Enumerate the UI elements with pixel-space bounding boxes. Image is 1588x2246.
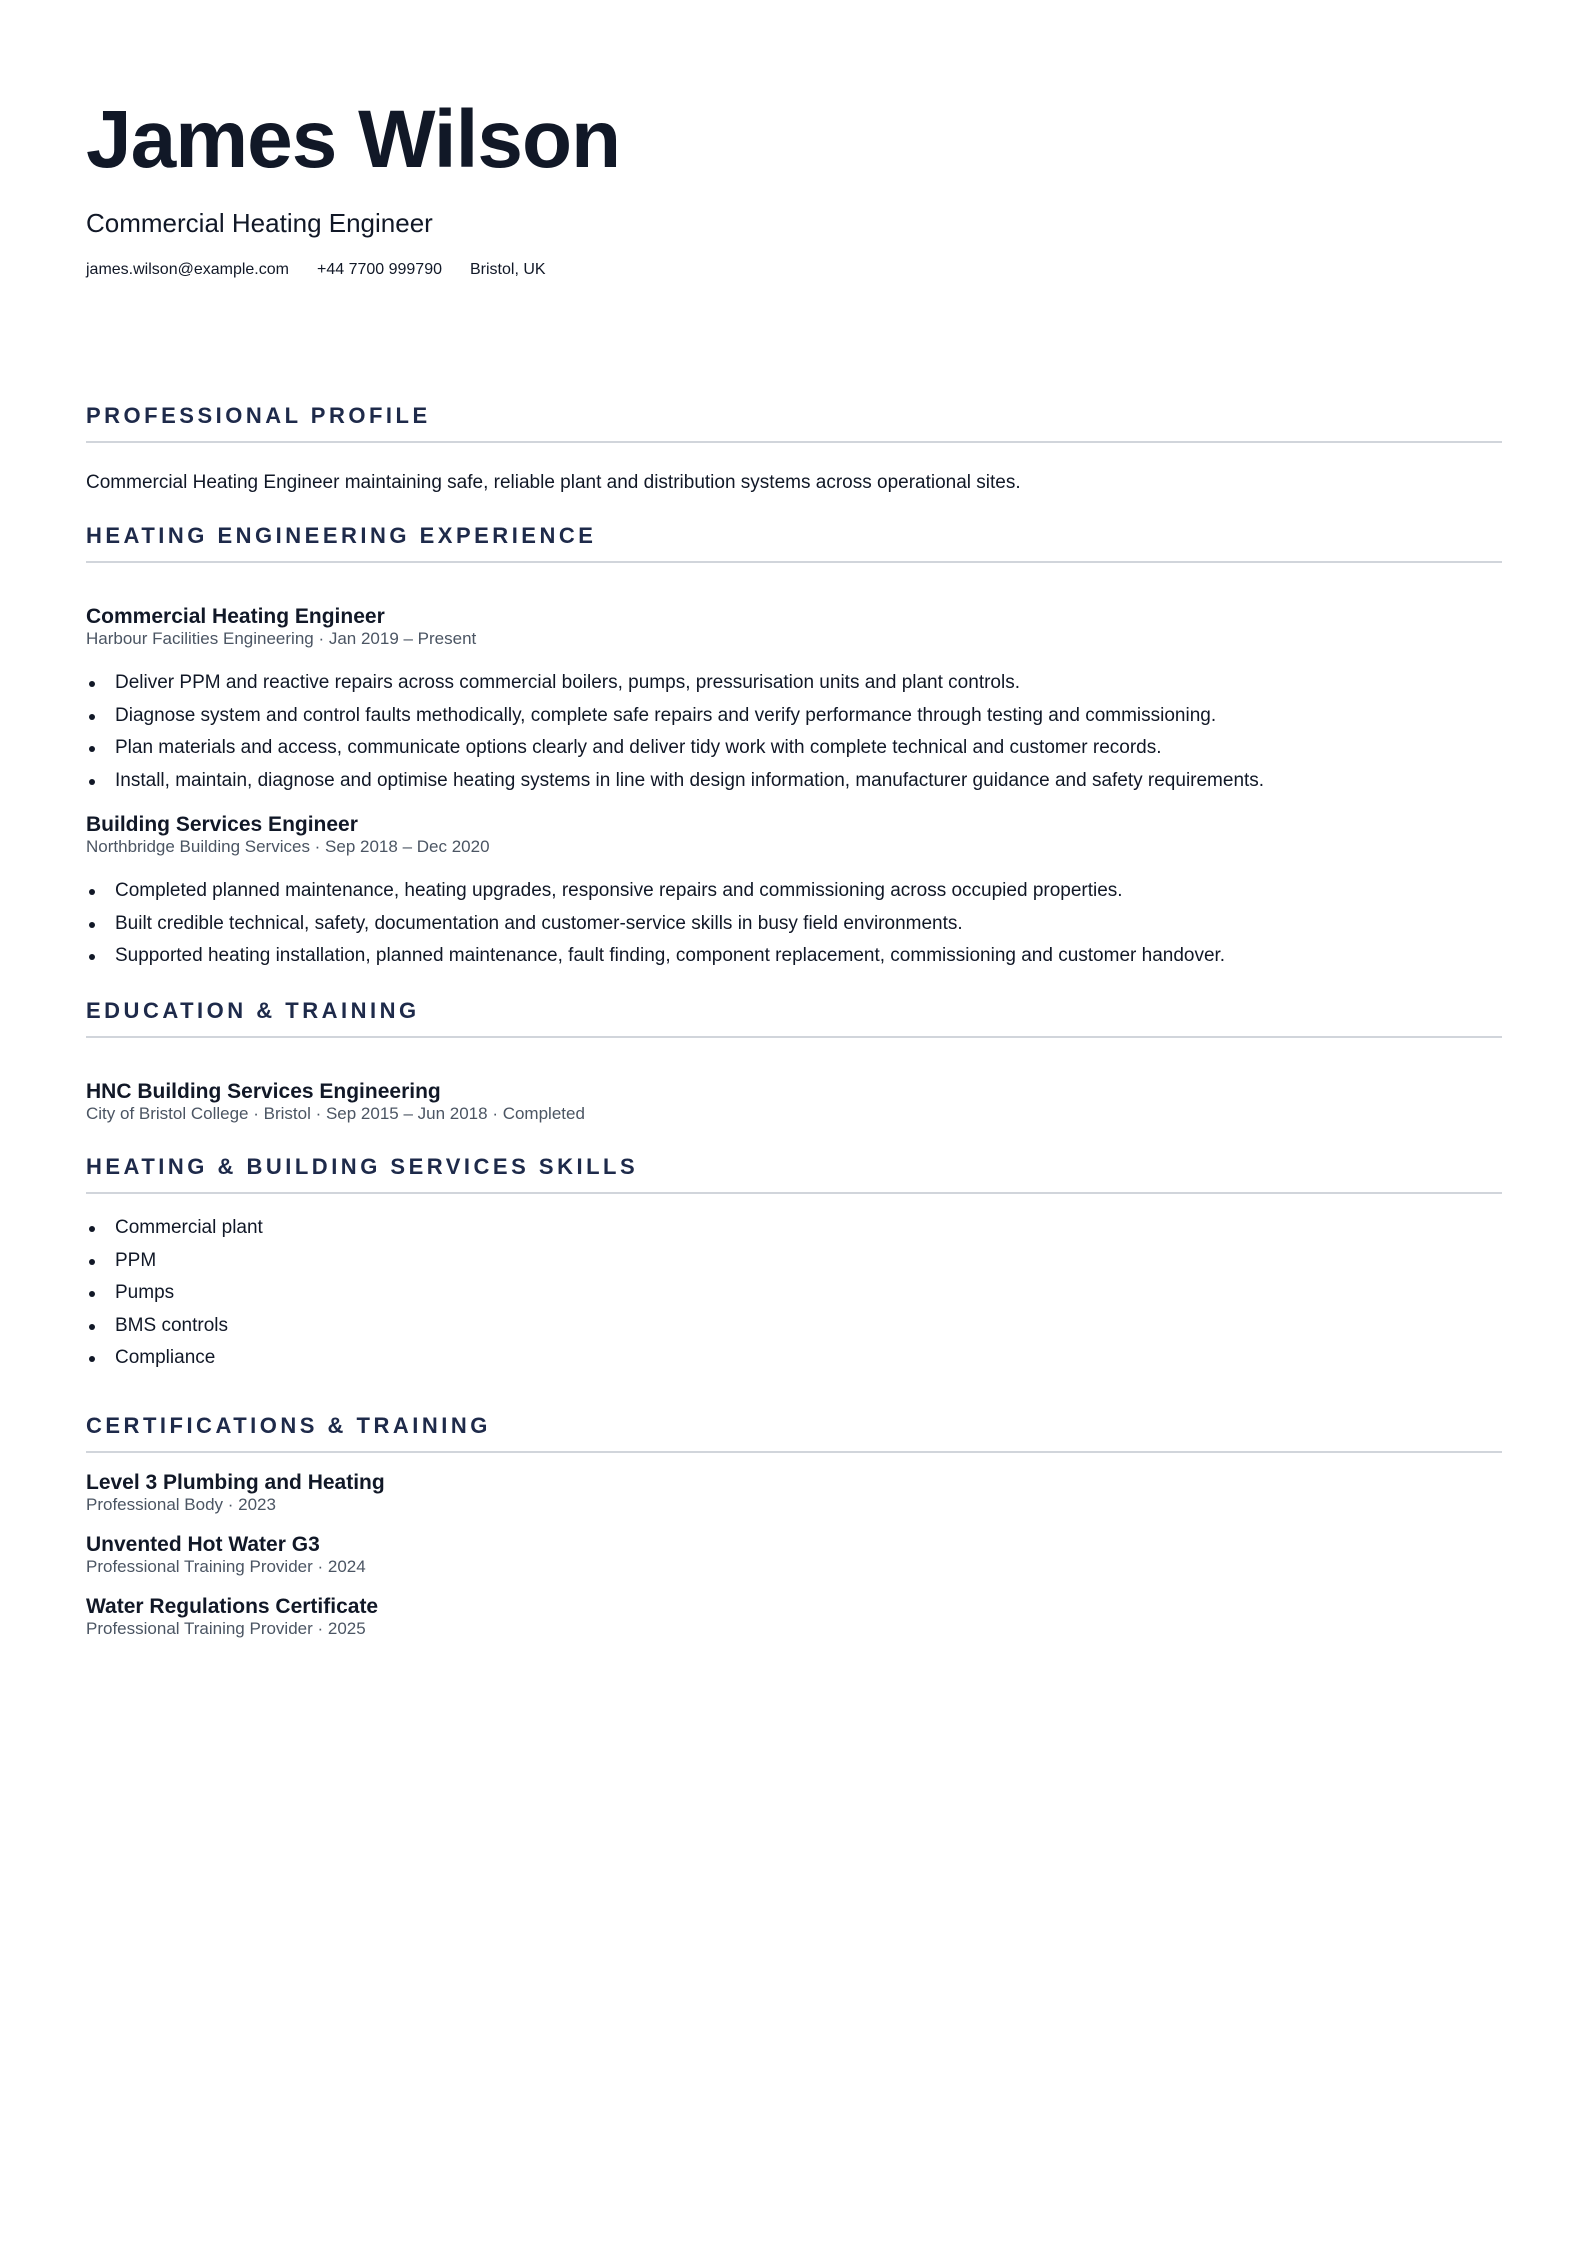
job-bullet: Diagnose system and control faults methodically, complete safe repairs and verify performance through testing and commissioning. bbox=[86, 700, 1502, 733]
job-bullet: Plan materials and access, communicate options clearly and deliver tidy work with complete technical and customer records. bbox=[86, 732, 1502, 765]
job-bullets bbox=[86, 667, 1502, 797]
skill-item: Compliance bbox=[86, 1342, 1502, 1375]
section-education bbox=[86, 998, 1502, 1124]
section-experience bbox=[86, 523, 1502, 973]
job-bullet: Completed planned maintenance, heating upgrades, responsive repairs and commissioning across occupied properties. bbox=[86, 875, 1502, 908]
section-title-education: EDUCATION & TRAINING bbox=[86, 998, 1502, 1038]
education-entry bbox=[86, 1080, 1502, 1124]
job-entry bbox=[86, 813, 1502, 973]
job-entry bbox=[86, 605, 1502, 797]
candidate-name: James Wilson bbox=[86, 94, 621, 185]
certification-title: Water Regulations Certificate bbox=[86, 1595, 379, 1618]
section-title-certifications: CERTIFICATIONS & TRAINING bbox=[86, 1413, 1502, 1453]
education-title: HNC Building Services Engineering bbox=[86, 1080, 441, 1103]
contact-line bbox=[86, 260, 1502, 280]
section-title-profile: PROFESSIONAL PROFILE bbox=[86, 403, 1502, 443]
job-bullets bbox=[86, 875, 1502, 973]
section-profile bbox=[86, 403, 1502, 495]
section-certifications bbox=[86, 1413, 1502, 1639]
section-title-experience: HEATING ENGINEERING EXPERIENCE bbox=[86, 523, 1502, 563]
section-skills bbox=[86, 1154, 1502, 1375]
job-meta: Harbour Facilities Engineering · Jan 2019 – Present bbox=[86, 629, 477, 648]
resume-header bbox=[86, 0, 1502, 280]
skill-item: Pumps bbox=[86, 1277, 1502, 1310]
job-bullet: Supported heating installation, planned maintenance, fault finding, component replacement, commissioning and customer handover. bbox=[86, 940, 1502, 973]
job-bullet: Deliver PPM and reactive repairs across commercial boilers, pumps, pressurisation units and plant controls. bbox=[86, 667, 1502, 700]
certification-entry bbox=[86, 1471, 1502, 1515]
certification-entry bbox=[86, 1533, 1502, 1577]
education-meta: City of Bristol College · Bristol · Sep 2015 – Jun 2018 · Completed bbox=[86, 1104, 585, 1123]
certification-title: Level 3 Plumbing and Heating bbox=[86, 1471, 385, 1494]
certifications-list bbox=[86, 1471, 1502, 1639]
candidate-role: Commercial Heating Engineer bbox=[86, 208, 433, 238]
certification-meta: Professional Body · 2023 bbox=[86, 1495, 276, 1514]
skill-item: BMS controls bbox=[86, 1310, 1502, 1343]
certification-meta: Professional Training Provider · 2024 bbox=[86, 1557, 366, 1576]
certification-entry bbox=[86, 1595, 1502, 1639]
job-bullet: Built credible technical, safety, documentation and customer-service skills in busy field environments. bbox=[86, 908, 1502, 941]
contact-location: Bristol, UK bbox=[470, 261, 546, 278]
contact-phone[interactable]: +44 7700 999790 bbox=[316, 261, 442, 278]
certification-title: Unvented Hot Water G3 bbox=[86, 1533, 320, 1556]
job-bullet: Install, maintain, diagnose and optimise heating systems in line with design information, manufacturer guidance and safety requirements. bbox=[86, 765, 1502, 798]
job-meta: Northbridge Building Services · Sep 2018 – Dec 2020 bbox=[86, 837, 490, 856]
section-title-skills: HEATING & BUILDING SERVICES SKILLS bbox=[86, 1154, 1502, 1194]
profile-text: Commercial Heating Engineer maintaining safe, reliable plant and distribution systems across operational sites. bbox=[86, 472, 1021, 493]
skill-item: PPM bbox=[86, 1245, 1502, 1278]
job-title: Commercial Heating Engineer bbox=[86, 605, 385, 628]
certification-meta: Professional Training Provider · 2025 bbox=[86, 1619, 366, 1638]
skills-list bbox=[86, 1212, 1502, 1375]
skill-item: Commercial plant bbox=[86, 1212, 1502, 1245]
job-title: Building Services Engineer bbox=[86, 813, 358, 836]
contact-email[interactable]: james.wilson@example.com bbox=[86, 261, 289, 278]
